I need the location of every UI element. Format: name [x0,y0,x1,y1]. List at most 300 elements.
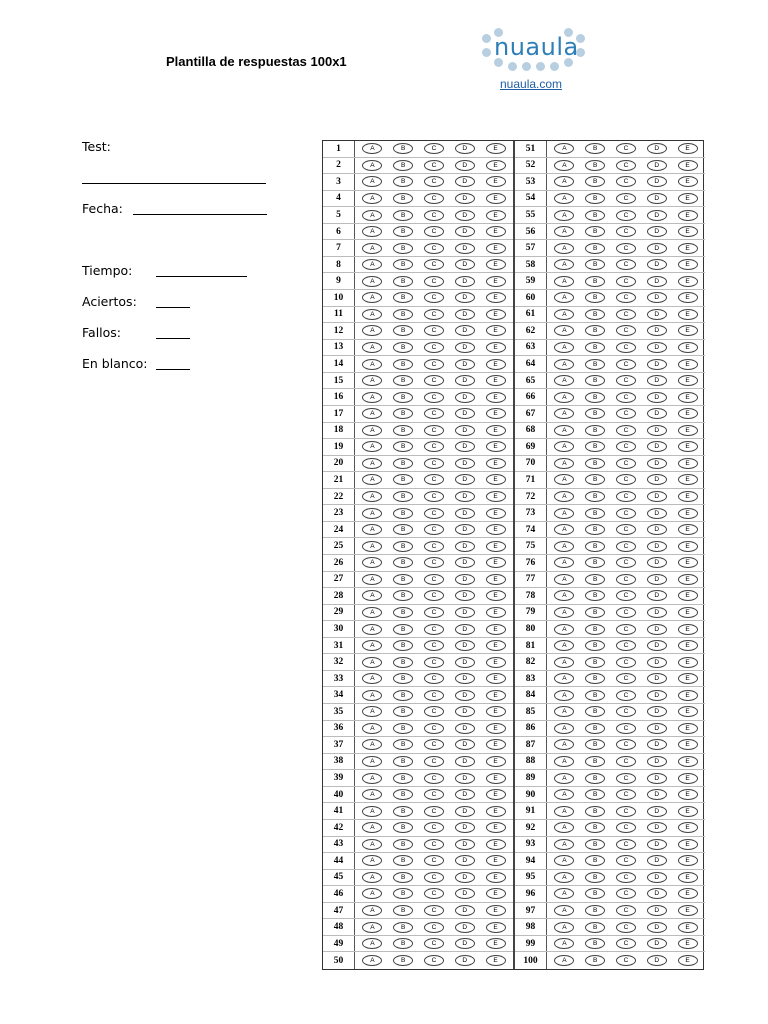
answer-bubble-c[interactable]: C [616,756,636,767]
answer-bubble-b[interactable]: B [393,607,413,618]
answer-bubble-a[interactable]: A [554,872,574,883]
answer-bubble-e[interactable]: E [678,624,698,635]
answer-bubble-c[interactable]: C [616,723,636,734]
answer-bubble-e[interactable]: E [486,508,506,519]
answer-bubble-a[interactable]: A [362,491,382,502]
answer-bubble-a[interactable]: A [362,176,382,187]
answer-bubble-b[interactable]: B [393,491,413,502]
answer-bubble-d[interactable]: D [647,508,667,519]
answer-bubble-a[interactable]: A [554,508,574,519]
answer-bubble-b[interactable]: B [585,607,605,618]
answer-bubble-d[interactable]: D [647,938,667,949]
answer-bubble-e[interactable]: E [486,888,506,899]
answer-bubble-a[interactable]: A [554,359,574,370]
answer-bubble-a[interactable]: A [362,773,382,784]
answer-bubble-e[interactable]: E [486,673,506,684]
answer-bubble-b[interactable]: B [585,756,605,767]
answer-bubble-e[interactable]: E [486,690,506,701]
answer-bubble-c[interactable]: C [424,872,444,883]
answer-bubble-e[interactable]: E [486,243,506,254]
answer-bubble-e[interactable]: E [486,607,506,618]
answer-bubble-e[interactable]: E [678,806,698,817]
answer-bubble-b[interactable]: B [393,193,413,204]
answer-bubble-e[interactable]: E [486,458,506,469]
answer-bubble-c[interactable]: C [616,657,636,668]
answer-bubble-d[interactable]: D [647,425,667,436]
answer-bubble-e[interactable]: E [678,541,698,552]
answer-bubble-d[interactable]: D [455,773,475,784]
answer-bubble-e[interactable]: E [678,756,698,767]
answer-bubble-d[interactable]: D [647,855,667,866]
answer-bubble-c[interactable]: C [616,922,636,933]
answer-bubble-e[interactable]: E [486,855,506,866]
answer-bubble-c[interactable]: C [616,739,636,750]
answer-bubble-b[interactable]: B [585,508,605,519]
answer-bubble-b[interactable]: B [585,210,605,221]
answer-bubble-e[interactable]: E [486,309,506,320]
answer-bubble-c[interactable]: C [616,359,636,370]
answer-bubble-c[interactable]: C [616,342,636,353]
answer-bubble-c[interactable]: C [616,872,636,883]
answer-bubble-e[interactable]: E [486,723,506,734]
answer-bubble-c[interactable]: C [424,773,444,784]
answer-bubble-e[interactable]: E [486,590,506,601]
answer-bubble-a[interactable]: A [554,607,574,618]
answer-bubble-e[interactable]: E [486,425,506,436]
answer-bubble-c[interactable]: C [616,408,636,419]
answer-bubble-e[interactable]: E [678,872,698,883]
answer-bubble-d[interactable]: D [647,806,667,817]
fecha-answer-line[interactable] [133,214,267,215]
answer-bubble-c[interactable]: C [616,938,636,949]
answer-bubble-d[interactable]: D [455,193,475,204]
answer-bubble-b[interactable]: B [393,806,413,817]
answer-bubble-c[interactable]: C [424,176,444,187]
answer-bubble-c[interactable]: C [616,508,636,519]
answer-bubble-b[interactable]: B [393,872,413,883]
answer-bubble-a[interactable]: A [554,557,574,568]
answer-bubble-a[interactable]: A [362,789,382,800]
answer-bubble-b[interactable]: B [393,839,413,850]
answer-bubble-e[interactable]: E [486,756,506,767]
answer-bubble-b[interactable]: B [393,441,413,452]
answer-bubble-a[interactable]: A [362,309,382,320]
answer-bubble-e[interactable]: E [486,557,506,568]
answer-bubble-b[interactable]: B [585,292,605,303]
answer-bubble-c[interactable]: C [424,210,444,221]
answer-bubble-a[interactable]: A [554,888,574,899]
answer-bubble-b[interactable]: B [393,474,413,485]
answer-bubble-d[interactable]: D [455,441,475,452]
answer-bubble-a[interactable]: A [554,193,574,204]
answer-bubble-d[interactable]: D [455,458,475,469]
answer-bubble-d[interactable]: D [455,259,475,270]
answer-bubble-c[interactable]: C [616,590,636,601]
answer-bubble-c[interactable]: C [616,491,636,502]
answer-bubble-e[interactable]: E [678,226,698,237]
answer-bubble-a[interactable]: A [362,524,382,535]
answer-bubble-a[interactable]: A [362,855,382,866]
answer-bubble-a[interactable]: A [554,723,574,734]
answer-bubble-c[interactable]: C [616,375,636,386]
answer-bubble-e[interactable]: E [678,276,698,287]
answer-bubble-c[interactable]: C [424,309,444,320]
answer-bubble-c[interactable]: C [424,690,444,701]
answer-bubble-d[interactable]: D [647,590,667,601]
answer-bubble-b[interactable]: B [393,905,413,916]
answer-bubble-a[interactable]: A [554,541,574,552]
answer-bubble-d[interactable]: D [455,690,475,701]
answer-bubble-e[interactable]: E [678,408,698,419]
answer-bubble-c[interactable]: C [424,806,444,817]
answer-bubble-c[interactable]: C [424,557,444,568]
answer-bubble-b[interactable]: B [585,839,605,850]
answer-bubble-e[interactable]: E [678,524,698,535]
answer-bubble-d[interactable]: D [455,938,475,949]
answer-bubble-d[interactable]: D [455,839,475,850]
answer-bubble-b[interactable]: B [393,359,413,370]
answer-bubble-d[interactable]: D [647,723,667,734]
answer-bubble-e[interactable]: E [486,408,506,419]
answer-bubble-a[interactable]: A [362,474,382,485]
answer-bubble-b[interactable]: B [585,309,605,320]
answer-bubble-b[interactable]: B [393,574,413,585]
answer-bubble-c[interactable]: C [424,491,444,502]
answer-bubble-c[interactable]: C [616,210,636,221]
answer-bubble-a[interactable]: A [362,193,382,204]
answer-bubble-d[interactable]: D [455,905,475,916]
answer-bubble-d[interactable]: D [455,292,475,303]
answer-bubble-e[interactable]: E [678,441,698,452]
answer-bubble-e[interactable]: E [678,607,698,618]
answer-bubble-b[interactable]: B [393,739,413,750]
answer-bubble-a[interactable]: A [362,226,382,237]
answer-bubble-c[interactable]: C [424,524,444,535]
answer-bubble-b[interactable]: B [585,541,605,552]
answer-bubble-b[interactable]: B [585,706,605,717]
answer-bubble-b[interactable]: B [393,673,413,684]
answer-bubble-b[interactable]: B [585,325,605,336]
answer-bubble-e[interactable]: E [486,574,506,585]
answer-bubble-e[interactable]: E [486,259,506,270]
answer-bubble-a[interactable]: A [362,292,382,303]
answer-bubble-d[interactable]: D [455,789,475,800]
answer-bubble-d[interactable]: D [455,491,475,502]
answer-bubble-c[interactable]: C [424,955,444,966]
answer-bubble-d[interactable]: D [647,193,667,204]
answer-bubble-a[interactable]: A [554,441,574,452]
answer-bubble-b[interactable]: B [585,193,605,204]
answer-bubble-d[interactable]: D [647,276,667,287]
answer-bubble-d[interactable]: D [647,441,667,452]
answer-bubble-e[interactable]: E [486,624,506,635]
answer-bubble-d[interactable]: D [647,458,667,469]
answer-bubble-b[interactable]: B [585,441,605,452]
answer-bubble-e[interactable]: E [486,325,506,336]
answer-bubble-a[interactable]: A [554,756,574,767]
answer-bubble-d[interactable]: D [455,359,475,370]
answer-bubble-d[interactable]: D [647,756,667,767]
answer-bubble-d[interactable]: D [647,673,667,684]
answer-bubble-e[interactable]: E [486,276,506,287]
answer-bubble-b[interactable]: B [585,822,605,833]
answer-bubble-d[interactable]: D [455,657,475,668]
answer-bubble-c[interactable]: C [616,259,636,270]
answer-bubble-a[interactable]: A [362,210,382,221]
answer-bubble-b[interactable]: B [393,309,413,320]
answer-bubble-b[interactable]: B [393,922,413,933]
answer-bubble-c[interactable]: C [424,474,444,485]
answer-bubble-a[interactable]: A [554,690,574,701]
answer-bubble-c[interactable]: C [424,392,444,403]
answer-bubble-a[interactable]: A [362,872,382,883]
answer-bubble-b[interactable]: B [585,922,605,933]
answer-bubble-d[interactable]: D [455,922,475,933]
answer-bubble-a[interactable]: A [554,226,574,237]
answer-bubble-b[interactable]: B [393,375,413,386]
answer-bubble-e[interactable]: E [678,739,698,750]
answer-bubble-a[interactable]: A [362,425,382,436]
answer-bubble-b[interactable]: B [393,640,413,651]
answer-bubble-d[interactable]: D [455,955,475,966]
answer-bubble-b[interactable]: B [393,706,413,717]
answer-bubble-c[interactable]: C [424,226,444,237]
answer-bubble-d[interactable]: D [647,690,667,701]
answer-bubble-e[interactable]: E [678,955,698,966]
answer-bubble-d[interactable]: D [647,706,667,717]
answer-bubble-b[interactable]: B [585,259,605,270]
answer-bubble-e[interactable]: E [486,541,506,552]
answer-bubble-b[interactable]: B [585,226,605,237]
answer-bubble-c[interactable]: C [424,441,444,452]
answer-bubble-b[interactable]: B [393,458,413,469]
answer-bubble-c[interactable]: C [616,176,636,187]
answer-bubble-a[interactable]: A [362,839,382,850]
answer-bubble-a[interactable]: A [554,524,574,535]
answer-bubble-c[interactable]: C [424,739,444,750]
answer-bubble-b[interactable]: B [585,392,605,403]
answer-bubble-d[interactable]: D [455,739,475,750]
answer-bubble-e[interactable]: E [486,210,506,221]
answer-bubble-a[interactable]: A [362,408,382,419]
answer-bubble-e[interactable]: E [678,723,698,734]
answer-bubble-c[interactable]: C [616,806,636,817]
answer-bubble-e[interactable]: E [678,325,698,336]
answer-bubble-b[interactable]: B [585,938,605,949]
answer-bubble-a[interactable]: A [362,590,382,601]
answer-bubble-b[interactable]: B [585,624,605,635]
answer-bubble-e[interactable]: E [678,309,698,320]
answer-bubble-d[interactable]: D [455,756,475,767]
answer-bubble-a[interactable]: A [362,160,382,171]
answer-bubble-c[interactable]: C [616,773,636,784]
answer-bubble-b[interactable]: B [585,474,605,485]
answer-bubble-e[interactable]: E [678,292,698,303]
answer-bubble-e[interactable]: E [678,706,698,717]
answer-bubble-e[interactable]: E [678,342,698,353]
answer-bubble-c[interactable]: C [424,375,444,386]
answer-bubble-c[interactable]: C [424,408,444,419]
answer-bubble-b[interactable]: B [585,425,605,436]
answer-bubble-d[interactable]: D [647,259,667,270]
answer-bubble-b[interactable]: B [585,739,605,750]
answer-bubble-d[interactable]: D [455,574,475,585]
answer-bubble-d[interactable]: D [647,210,667,221]
answer-bubble-c[interactable]: C [424,259,444,270]
answer-bubble-e[interactable]: E [678,210,698,221]
answer-bubble-a[interactable]: A [362,806,382,817]
answer-bubble-a[interactable]: A [554,276,574,287]
answer-bubble-a[interactable]: A [554,408,574,419]
answer-bubble-a[interactable]: A [554,706,574,717]
answer-bubble-a[interactable]: A [362,276,382,287]
answer-bubble-d[interactable]: D [455,243,475,254]
answer-bubble-b[interactable]: B [393,557,413,568]
answer-bubble-a[interactable]: A [554,292,574,303]
answer-bubble-e[interactable]: E [486,342,506,353]
answer-bubble-e[interactable]: E [486,905,506,916]
answer-bubble-e[interactable]: E [486,806,506,817]
answer-bubble-e[interactable]: E [678,590,698,601]
answer-bubble-c[interactable]: C [424,839,444,850]
answer-bubble-c[interactable]: C [424,325,444,336]
answer-bubble-d[interactable]: D [455,375,475,386]
answer-bubble-a[interactable]: A [554,309,574,320]
answer-bubble-e[interactable]: E [486,657,506,668]
answer-bubble-e[interactable]: E [678,888,698,899]
answer-bubble-a[interactable]: A [362,574,382,585]
answer-bubble-c[interactable]: C [616,325,636,336]
answer-bubble-c[interactable]: C [424,624,444,635]
answer-bubble-e[interactable]: E [678,574,698,585]
answer-bubble-d[interactable]: D [647,491,667,502]
answer-bubble-d[interactable]: D [647,657,667,668]
answer-bubble-c[interactable]: C [424,359,444,370]
answer-bubble-c[interactable]: C [616,839,636,850]
answer-bubble-a[interactable]: A [362,706,382,717]
answer-bubble-d[interactable]: D [647,541,667,552]
answer-bubble-b[interactable]: B [585,524,605,535]
tiempo-answer-line[interactable] [156,276,247,277]
answer-bubble-d[interactable]: D [455,822,475,833]
answer-bubble-a[interactable]: A [362,342,382,353]
answer-bubble-c[interactable]: C [424,160,444,171]
answer-bubble-e[interactable]: E [486,822,506,833]
answer-bubble-e[interactable]: E [486,789,506,800]
answer-bubble-a[interactable]: A [362,458,382,469]
answer-bubble-b[interactable]: B [585,342,605,353]
answer-bubble-a[interactable]: A [554,574,574,585]
answer-bubble-b[interactable]: B [393,855,413,866]
answer-bubble-e[interactable]: E [486,143,506,154]
answer-bubble-a[interactable]: A [554,905,574,916]
answer-bubble-d[interactable]: D [647,773,667,784]
answer-bubble-e[interactable]: E [486,176,506,187]
answer-bubble-b[interactable]: B [585,773,605,784]
answer-bubble-a[interactable]: A [554,143,574,154]
answer-bubble-a[interactable]: A [362,888,382,899]
answer-bubble-d[interactable]: D [647,524,667,535]
answer-bubble-d[interactable]: D [455,855,475,866]
answer-bubble-c[interactable]: C [616,706,636,717]
answer-bubble-a[interactable]: A [362,325,382,336]
answer-bubble-d[interactable]: D [455,325,475,336]
answer-bubble-b[interactable]: B [585,375,605,386]
answer-bubble-a[interactable]: A [554,243,574,254]
answer-bubble-c[interactable]: C [424,458,444,469]
answer-bubble-c[interactable]: C [424,855,444,866]
answer-bubble-c[interactable]: C [616,425,636,436]
answer-bubble-e[interactable]: E [486,292,506,303]
answer-bubble-a[interactable]: A [554,392,574,403]
answer-bubble-b[interactable]: B [393,325,413,336]
answer-bubble-a[interactable]: A [362,640,382,651]
answer-bubble-c[interactable]: C [616,458,636,469]
answer-bubble-c[interactable]: C [616,243,636,254]
answer-bubble-b[interactable]: B [393,756,413,767]
answer-bubble-a[interactable]: A [554,160,574,171]
answer-bubble-a[interactable]: A [554,822,574,833]
answer-bubble-d[interactable]: D [647,872,667,883]
answer-bubble-d[interactable]: D [455,425,475,436]
answer-bubble-e[interactable]: E [678,938,698,949]
answer-bubble-a[interactable]: A [362,723,382,734]
answer-bubble-c[interactable]: C [616,955,636,966]
answer-bubble-b[interactable]: B [585,408,605,419]
answer-bubble-a[interactable]: A [362,739,382,750]
answer-bubble-a[interactable]: A [362,143,382,154]
answer-bubble-e[interactable]: E [678,640,698,651]
answer-bubble-e[interactable]: E [678,359,698,370]
answer-bubble-b[interactable]: B [585,690,605,701]
answer-bubble-c[interactable]: C [616,557,636,568]
answer-bubble-b[interactable]: B [393,888,413,899]
answer-bubble-a[interactable]: A [362,690,382,701]
answer-bubble-d[interactable]: D [647,176,667,187]
answer-bubble-e[interactable]: E [678,392,698,403]
answer-bubble-b[interactable]: B [585,574,605,585]
answer-bubble-e[interactable]: E [486,375,506,386]
answer-bubble-c[interactable]: C [616,309,636,320]
answer-bubble-e[interactable]: E [678,690,698,701]
answer-bubble-c[interactable]: C [424,276,444,287]
answer-bubble-e[interactable]: E [486,938,506,949]
answer-bubble-d[interactable]: D [455,706,475,717]
answer-bubble-d[interactable]: D [455,806,475,817]
answer-bubble-b[interactable]: B [393,524,413,535]
answer-bubble-c[interactable]: C [616,474,636,485]
answer-bubble-c[interactable]: C [616,855,636,866]
answer-bubble-b[interactable]: B [585,176,605,187]
answer-bubble-c[interactable]: C [616,226,636,237]
answer-bubble-c[interactable]: C [616,160,636,171]
answer-bubble-a[interactable]: A [362,541,382,552]
answer-bubble-b[interactable]: B [393,408,413,419]
answer-bubble-a[interactable]: A [554,458,574,469]
answer-bubble-d[interactable]: D [647,574,667,585]
answer-bubble-b[interactable]: B [393,822,413,833]
answer-bubble-c[interactable]: C [616,541,636,552]
answer-bubble-a[interactable]: A [554,739,574,750]
answer-bubble-a[interactable]: A [362,392,382,403]
answer-bubble-c[interactable]: C [424,789,444,800]
answer-bubble-e[interactable]: E [678,176,698,187]
answer-bubble-c[interactable]: C [616,524,636,535]
answer-bubble-d[interactable]: D [647,640,667,651]
answer-bubble-a[interactable]: A [362,657,382,668]
answer-bubble-c[interactable]: C [424,508,444,519]
answer-bubble-c[interactable]: C [424,607,444,618]
